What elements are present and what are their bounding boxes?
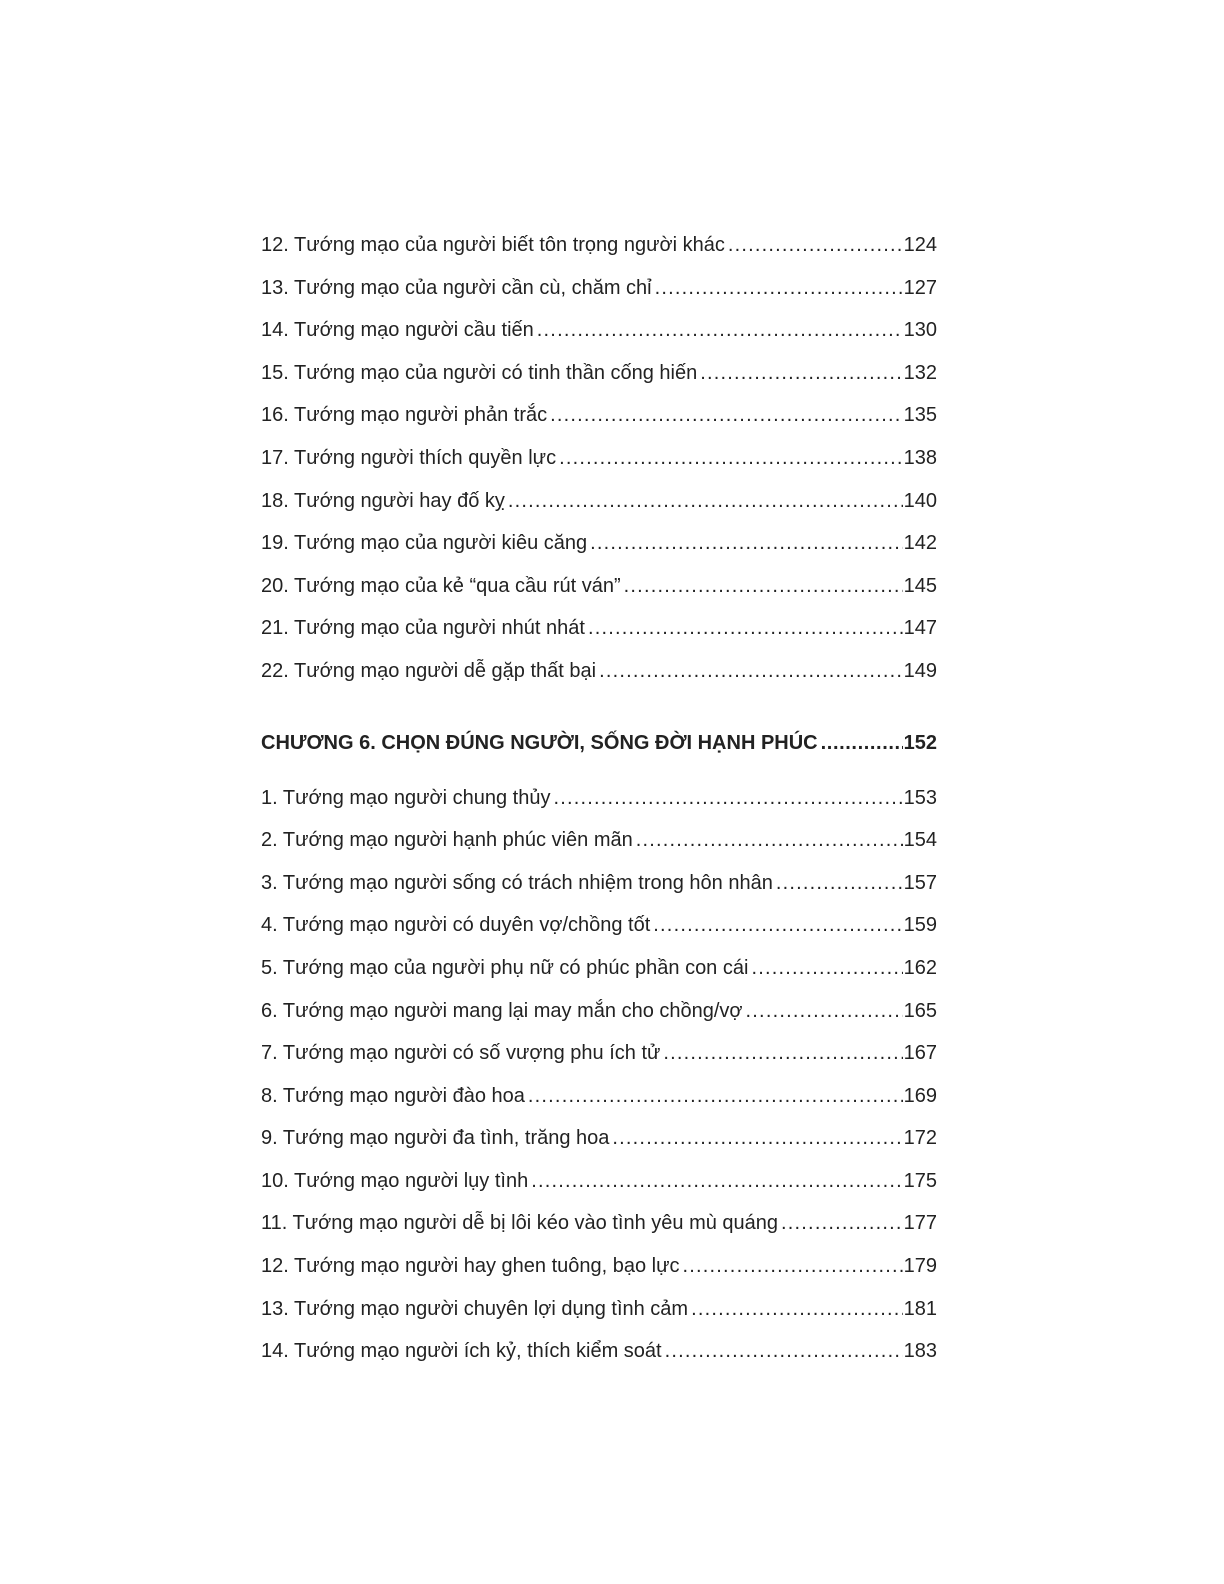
dot-leader xyxy=(746,992,903,1030)
toc-entry-title: 14. Tướng mạo người cầu tiến xyxy=(261,319,534,342)
dot-leader xyxy=(821,715,903,771)
toc-entry[interactable] xyxy=(261,652,937,695)
dot-leader xyxy=(781,1204,903,1242)
toc-entry[interactable] xyxy=(261,1119,937,1162)
toc-entry[interactable] xyxy=(261,439,937,482)
toc-entry-page: 165 xyxy=(903,999,937,1022)
toc-entry-page: 181 xyxy=(903,1297,937,1320)
dot-leader xyxy=(588,609,903,647)
toc-entry-page: 124 xyxy=(903,234,937,256)
toc-entry-page: 153 xyxy=(903,786,937,809)
toc-entry-page: 140 xyxy=(903,489,937,512)
chapter-page: 152 xyxy=(903,731,937,754)
toc-entry[interactable] xyxy=(261,226,937,269)
toc-entry[interactable] xyxy=(261,482,937,525)
toc-entry-page: 159 xyxy=(903,914,937,937)
toc-entry-title: 12. Tướng mạo của người biết tôn trọng người khác xyxy=(261,234,725,256)
dot-leader xyxy=(537,311,903,349)
dot-leader xyxy=(599,652,903,690)
dot-leader xyxy=(665,1332,903,1370)
toc-entry-title: 16. Tướng mạo người phản trắc xyxy=(261,404,548,427)
toc-entry-title: 12. Tướng mạo người hay ghen tuông, bạo lực xyxy=(261,1255,680,1278)
toc-entry[interactable] xyxy=(261,1290,937,1333)
toc-entry[interactable] xyxy=(261,1077,937,1120)
toc-entry-page: 147 xyxy=(903,617,937,640)
toc-entry-page: 130 xyxy=(903,319,937,342)
toc-entry-page: 135 xyxy=(903,404,937,427)
dot-leader xyxy=(590,524,902,562)
toc-entry-title: 9. Tướng mạo người đa tình, trăng hoa xyxy=(261,1127,610,1150)
dot-leader xyxy=(776,864,903,902)
toc-entry-page: 157 xyxy=(903,871,937,894)
dot-leader xyxy=(612,1119,902,1157)
toc-entry-page: 132 xyxy=(903,361,937,384)
dot-leader xyxy=(528,1077,903,1115)
toc-entry-title: 18. Tướng người hay đố kỵ xyxy=(261,489,505,512)
table-of-contents xyxy=(261,226,937,1375)
toc-entry[interactable] xyxy=(261,311,937,354)
toc-entry-title: 4. Tướng mạo người có duyên vợ/chồng tốt xyxy=(261,914,651,937)
dot-leader xyxy=(700,354,902,392)
toc-entry[interactable] xyxy=(261,1204,937,1247)
toc-entry-page: 177 xyxy=(903,1212,937,1235)
toc-entry-title: 14. Tướng mạo người ích kỷ, thích kiểm soát xyxy=(261,1340,662,1363)
toc-entry-title: 17. Tướng người thích quyền lực xyxy=(261,446,557,469)
spacer xyxy=(261,771,937,779)
toc-entry[interactable] xyxy=(261,949,937,992)
dot-leader xyxy=(728,226,903,264)
toc-entry-title: 5. Tướng mạo của người phụ nữ có phúc phần con cái xyxy=(261,956,749,979)
chapter-heading[interactable] xyxy=(261,715,937,771)
toc-entry[interactable] xyxy=(261,779,937,822)
toc-entry[interactable] xyxy=(261,821,937,864)
toc-entry[interactable] xyxy=(261,269,937,312)
dot-leader xyxy=(636,821,903,859)
toc-entry[interactable] xyxy=(261,1247,937,1290)
dot-leader xyxy=(683,1247,903,1285)
toc-entry-title: 13. Tướng mạo người chuyên lợi dụng tình cảm xyxy=(261,1297,689,1320)
toc-entry[interactable] xyxy=(261,992,937,1035)
dot-leader xyxy=(663,1034,902,1072)
toc-entry-page: 149 xyxy=(903,659,937,682)
dot-leader xyxy=(751,949,902,987)
toc-entry-page: 175 xyxy=(903,1169,937,1192)
chapter-title: CHƯƠNG 6. CHỌN ĐÚNG NGƯỜI, SỐNG ĐỜI HẠNH PHÚC xyxy=(261,731,818,754)
toc-entry-page: 154 xyxy=(903,829,937,852)
dot-leader xyxy=(550,396,903,434)
toc-entry-page: 138 xyxy=(903,446,937,469)
toc-entry-title: 10. Tướng mạo người lụy tình xyxy=(261,1169,529,1192)
toc-entry-title: 21. Tướng mạo của người nhút nhát xyxy=(261,617,585,640)
toc-entry[interactable] xyxy=(261,354,937,397)
toc-entry[interactable] xyxy=(261,1034,937,1077)
dot-leader xyxy=(655,269,903,307)
toc-entry[interactable] xyxy=(261,1332,937,1375)
toc-entry-page: 162 xyxy=(903,956,937,979)
toc-entry-title: 1. Tướng mạo người chung thủy xyxy=(261,786,551,809)
toc-entry[interactable] xyxy=(261,396,937,439)
toc-entry-title: 20. Tướng mạo của kẻ “qua cầu rút ván” xyxy=(261,574,621,597)
toc-entry-page: 179 xyxy=(903,1255,937,1278)
toc-entry-page: 183 xyxy=(903,1340,937,1363)
toc-entry-title: 6. Tướng mạo người mang lại may mắn cho chồng/vợ xyxy=(261,999,743,1022)
toc-entry-page: 142 xyxy=(903,532,937,555)
toc-entry-title: 19. Tướng mạo của người kiêu căng xyxy=(261,532,588,555)
toc-entry-page: 127 xyxy=(903,276,937,299)
toc-entry-title: 15. Tướng mạo của người có tinh thần cống hiến xyxy=(261,361,698,384)
toc-entry-title: 2. Tướng mạo người hạnh phúc viên mãn xyxy=(261,829,633,852)
dot-leader xyxy=(553,779,902,817)
toc-entry[interactable] xyxy=(261,1162,937,1205)
dot-leader xyxy=(653,906,902,944)
toc-entry[interactable] xyxy=(261,864,937,907)
toc-entry[interactable] xyxy=(261,567,937,610)
toc-entry[interactable] xyxy=(261,524,937,567)
dot-leader xyxy=(624,567,903,605)
toc-entry-title: 22. Tướng mạo người dễ gặp thất bại xyxy=(261,659,597,682)
toc-entry-page: 145 xyxy=(903,574,937,597)
dot-leader xyxy=(559,439,903,477)
spacer xyxy=(261,695,937,715)
dot-leader xyxy=(508,482,903,520)
toc-entry-title: 7. Tướng mạo người có số vượng phu ích tử xyxy=(261,1042,661,1065)
toc-entry[interactable] xyxy=(261,906,937,949)
dot-leader xyxy=(531,1162,902,1200)
toc-entry-title: 3. Tướng mạo người sống có trách nhiệm trong hôn nhân xyxy=(261,871,773,894)
toc-entry-page: 167 xyxy=(903,1042,937,1065)
toc-entry-title: 13. Tướng mạo của người cần cù, chăm chỉ xyxy=(261,276,652,299)
toc-entry-page: 169 xyxy=(903,1084,937,1107)
dot-leader xyxy=(691,1290,903,1328)
toc-entry-title: 11. Tướng mạo người dễ bị lôi kéo vào tình yêu mù quáng xyxy=(261,1212,779,1235)
toc-entry[interactable] xyxy=(261,609,937,652)
toc-entry-page: 172 xyxy=(903,1127,937,1150)
toc-entry-title: 8. Tướng mạo người đào hoa xyxy=(261,1084,525,1107)
